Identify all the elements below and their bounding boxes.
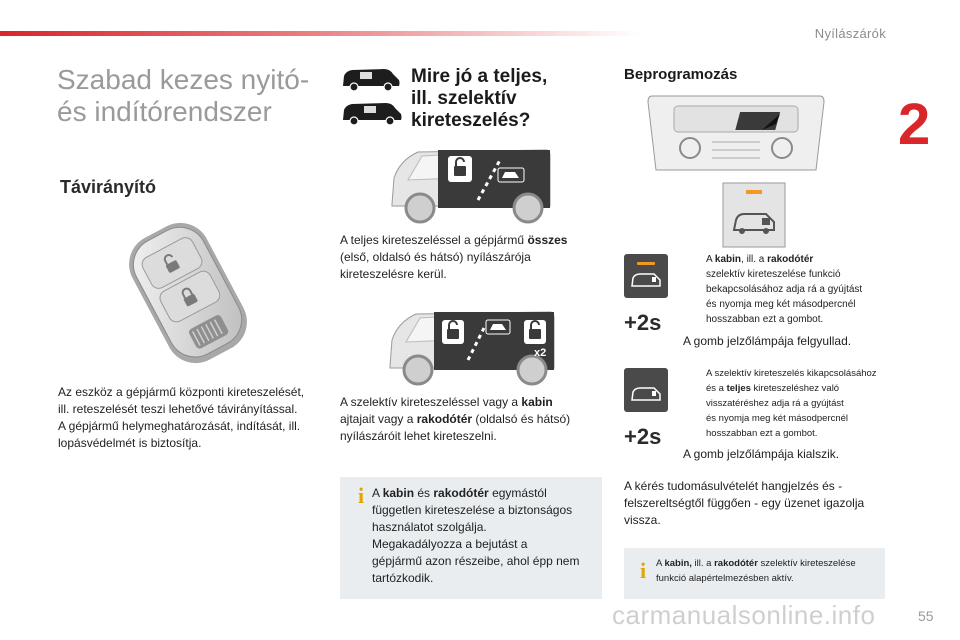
- remote-description: Az eszköz a gépjármű központi kireteszelését, ill. reteszelését teszi lehetővé távirányítással. A gépjármű helymeghatározását, indítását, ill. lopásvédelmét is biztosítja.: [58, 385, 305, 450]
- programming-heading: Beprogramozás: [624, 66, 738, 83]
- van-button-icon: [630, 270, 662, 290]
- selective-button-on: [624, 254, 668, 298]
- info-icon: i: [639, 558, 647, 583]
- remote-subtitle: Távirányító: [60, 177, 157, 197]
- hold-duration-1: +2s: [624, 310, 662, 335]
- header-accent-bar: [0, 31, 640, 36]
- step2-text: A szelektív kireteszelés kikapcsolásához és a teljes kireteszeléshez való visszatéréshez adja rá a gyújtást és nyomja meg két másodpercnél hosszabban ezt a gombot.: [706, 368, 877, 439]
- indicator-led-on: [637, 262, 655, 265]
- page-number: 55: [918, 608, 934, 624]
- chapter-number: 2: [898, 92, 931, 157]
- step2-result: A gomb jelzőlámpája kialszik.: [683, 447, 840, 461]
- dashboard-illustration: [646, 90, 826, 174]
- full-unlock-van-illustration: [378, 142, 558, 226]
- section-label: Nyílászárók: [814, 26, 886, 41]
- info-default-text: A kabin, ill. a rakodótér szelektív kireteszelése funkció alapértelmezésben aktív.: [656, 558, 856, 584]
- page-title: Szabad kezes nyitó- és indítórendszer: [57, 64, 310, 127]
- hold-duration-2: +2s: [624, 424, 662, 449]
- step1-result: A gomb jelzőlámpája felgyullad.: [683, 334, 852, 348]
- info-icon: i: [357, 483, 365, 508]
- full-unlock-text: A teljes kireteszeléssel a gépjármű összes (első, oldalsó és hátsó) nyílászárója kireteszelésre kerül.: [340, 233, 568, 281]
- press-twice-badge: x2: [534, 347, 547, 359]
- selective-unlock-text: A szelektív kireteszeléssel vagy a kabin ajtajait vagy a rakodótér (oldalsó és hátsó) nyílászáróit lehet kireteszelni.: [340, 395, 571, 443]
- info-box-default: [624, 548, 885, 599]
- info-box-security: [340, 477, 602, 599]
- selective-button-off: [624, 368, 668, 412]
- selective-unlock-van-illustration: [376, 304, 562, 388]
- key-fob-illustration: [108, 218, 268, 368]
- van-button-icon: [630, 384, 662, 404]
- selective-unlock-button-illustration: [722, 182, 786, 248]
- van-front-icon: [340, 66, 402, 92]
- info-security-text: A kabin és rakodótér egymástól független kireteszelése a biztonságos használatot szolgálja. Megakadályozza a bejutást a gépjármű azon részeibe, ahol épp nem tartózkodik.: [372, 486, 580, 585]
- van-long-icon: [340, 100, 404, 126]
- watermark: carmanualsonline.info: [612, 600, 876, 630]
- confirmation-text: A kérés tudomásulvételét hangjelzés és - felszereltségtől függően - egy üzenet igazolja vissza.: [624, 479, 865, 527]
- unlock-heading: Mire jó a teljes, ill. szelektív kireteszelés?: [411, 66, 548, 131]
- step1-text: A kabin, ill. a rakodótér szelektív kireteszelése funkció bekapcsolásához adja rá a gyújtást és nyomja meg két másodpercnél hosszabban ezt a gombot.: [706, 254, 863, 325]
